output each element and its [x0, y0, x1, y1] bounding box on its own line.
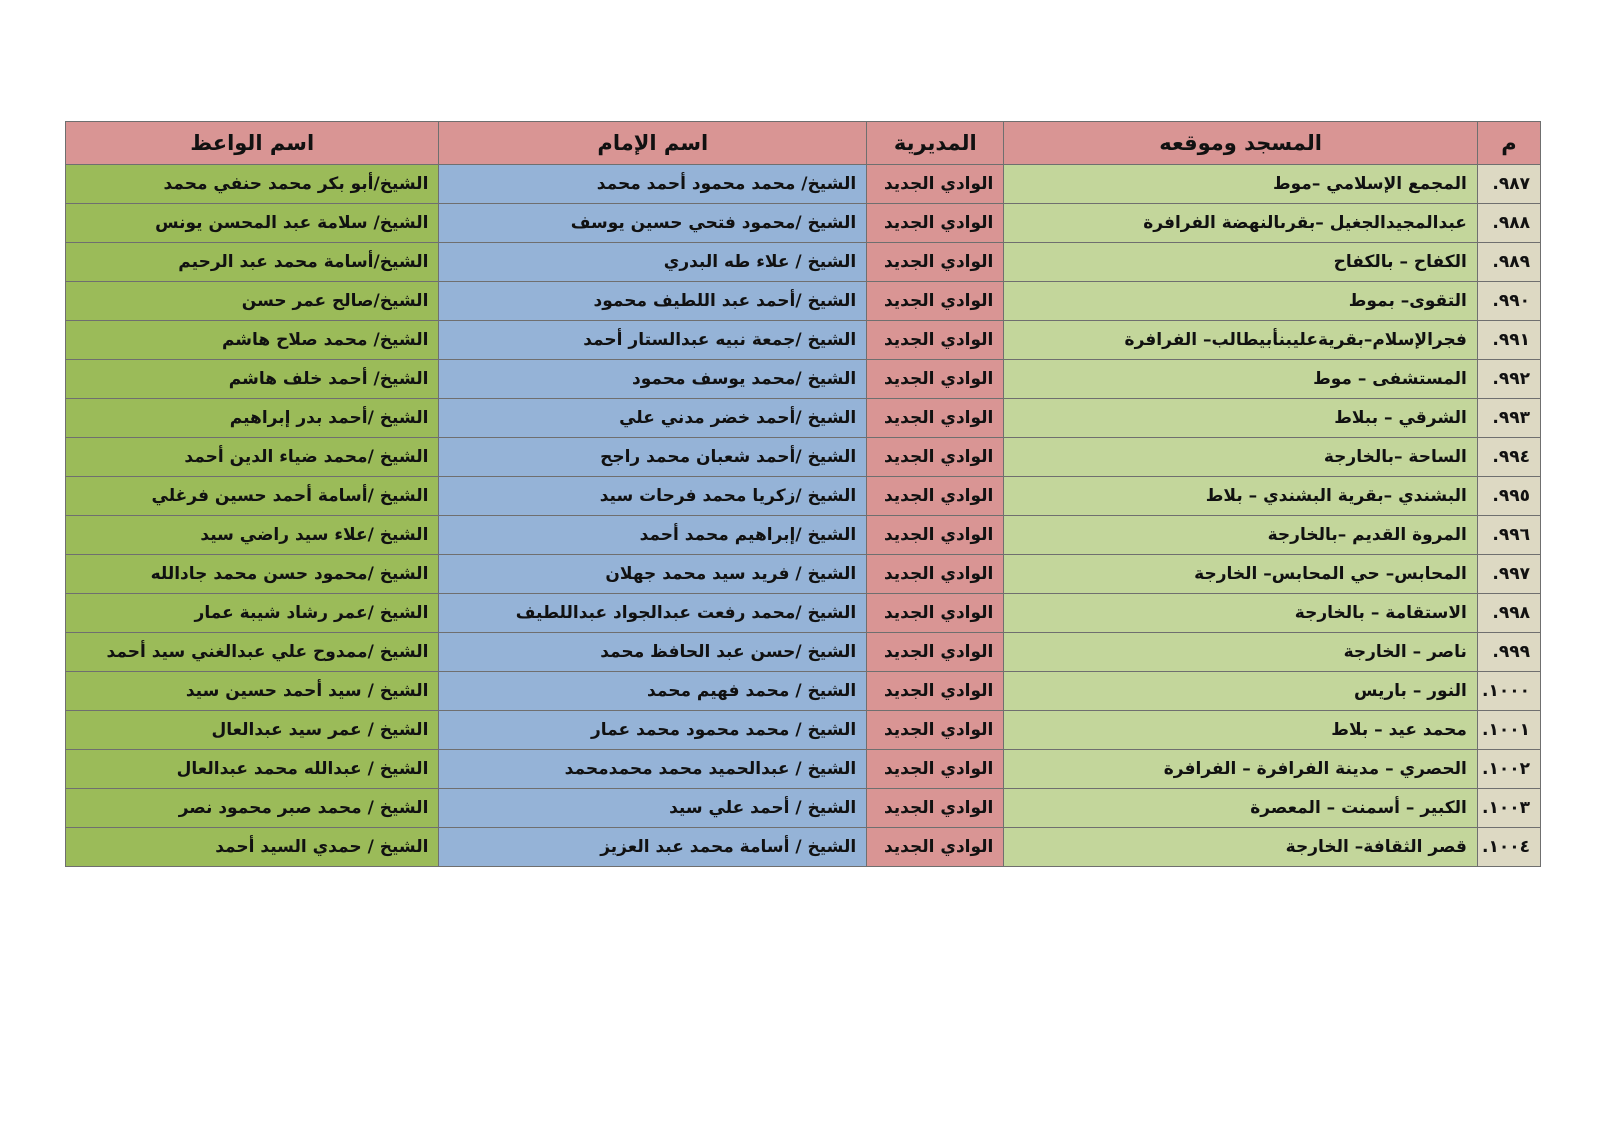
- table-row: [66, 516, 1541, 555]
- table-body: [66, 165, 1541, 867]
- directorate-cell: الوادي الجديد: [867, 438, 1004, 477]
- mosque-cell: فجرالإسلام–بقريةعليبنأبيطالب– الفرافرة: [1004, 321, 1478, 360]
- preacher-cell: الشيخ /محمود حسن محمد جادالله: [66, 555, 439, 594]
- mosque-cell: الكفاح – بالكفاح: [1004, 243, 1478, 282]
- directorate-cell: الوادي الجديد: [867, 243, 1004, 282]
- table-row: [66, 750, 1541, 789]
- table-row: [66, 828, 1541, 867]
- preacher-cell: الشيخ/ سلامة عبد المحسن يونس: [66, 204, 439, 243]
- directorate-cell: الوادي الجديد: [867, 711, 1004, 750]
- preacher-cell: الشيخ /أسامة أحمد حسين فرغلي: [66, 477, 439, 516]
- mosque-cell: المجمع الإسلامي –موط: [1004, 165, 1478, 204]
- directorate-cell: الوادي الجديد: [867, 750, 1004, 789]
- table-row: [66, 555, 1541, 594]
- table-row: [66, 204, 1541, 243]
- row-number: ٩٩٣.: [1477, 399, 1540, 438]
- row-number: ٩٩٨.: [1477, 594, 1540, 633]
- row-number: ٩٩١.: [1477, 321, 1540, 360]
- preacher-cell: الشيخ / حمدي السيد أحمد: [66, 828, 439, 867]
- mosque-cell: المستشفى – موط: [1004, 360, 1478, 399]
- row-number: ١٠٠١.: [1477, 711, 1540, 750]
- directorate-cell: الوادي الجديد: [867, 477, 1004, 516]
- preacher-cell: الشيخ /أحمد بدر إبراهيم: [66, 399, 439, 438]
- row-number: ٩٩٩.: [1477, 633, 1540, 672]
- row-number: ١٠٠٢.: [1477, 750, 1540, 789]
- row-number: ١٠٠٠.: [1477, 672, 1540, 711]
- imam-cell: الشيخ / أحمد علي سيد: [439, 789, 867, 828]
- imam-cell: الشيخ / محمد فهيم محمد: [439, 672, 867, 711]
- preacher-cell: الشيخ/أبو بكر محمد حنفي محمد: [66, 165, 439, 204]
- imam-cell: الشيخ /حسن عبد الحافظ محمد: [439, 633, 867, 672]
- header-row: [66, 122, 1541, 165]
- preacher-cell: الشيخ/أسامة محمد عبد الرحيم: [66, 243, 439, 282]
- preacher-cell: الشيخ /عمر رشاد شيبة عمار: [66, 594, 439, 633]
- directorate-cell: الوادي الجديد: [867, 789, 1004, 828]
- row-number: ٩٩٢.: [1477, 360, 1540, 399]
- directorate-cell: الوادي الجديد: [867, 399, 1004, 438]
- mosque-table: [65, 121, 1541, 867]
- table-row: [66, 321, 1541, 360]
- preacher-cell: الشيخ/ أحمد خلف هاشم: [66, 360, 439, 399]
- table-row: [66, 672, 1541, 711]
- mosque-cell: ناصر – الخارجة: [1004, 633, 1478, 672]
- mosque-cell: النور – باريس: [1004, 672, 1478, 711]
- imam-cell: الشيخ /جمعة نبيه عبدالستار أحمد: [439, 321, 867, 360]
- table-row: [66, 711, 1541, 750]
- imam-cell: الشيخ /أحمد شعبان محمد راجح: [439, 438, 867, 477]
- mosque-cell: المروة القديم –بالخارجة: [1004, 516, 1478, 555]
- table-row: [66, 282, 1541, 321]
- directorate-cell: الوادي الجديد: [867, 165, 1004, 204]
- table-row: [66, 399, 1541, 438]
- directorate-cell: الوادي الجديد: [867, 321, 1004, 360]
- row-number: ٩٩٤.: [1477, 438, 1540, 477]
- preacher-cell: الشيخ / عمر سيد عبدالعال: [66, 711, 439, 750]
- preacher-cell: الشيخ /ممدوح علي عبدالغني سيد أحمد: [66, 633, 439, 672]
- table-row: [66, 633, 1541, 672]
- directorate-cell: الوادي الجديد: [867, 555, 1004, 594]
- imam-cell: الشيخ / أسامة محمد عبد العزيز: [439, 828, 867, 867]
- mosque-cell: الاستقامة – بالخارجة: [1004, 594, 1478, 633]
- table-row: [66, 594, 1541, 633]
- row-number: ٩٨٩.: [1477, 243, 1540, 282]
- mosque-cell: البشندي –بقرية البشندي – بلاط: [1004, 477, 1478, 516]
- mosque-cell: المحابس– حي المحابس– الخارجة: [1004, 555, 1478, 594]
- row-number: ٩٨٨.: [1477, 204, 1540, 243]
- imam-cell: الشيخ /إبراهيم محمد أحمد: [439, 516, 867, 555]
- preacher-cell: الشيخ / محمد صبر محمود نصر: [66, 789, 439, 828]
- table-row: [66, 243, 1541, 282]
- preacher-cell: الشيخ/صالح عمر حسن: [66, 282, 439, 321]
- row-number: ٩٨٧.: [1477, 165, 1540, 204]
- row-number: ٩٩٧.: [1477, 555, 1540, 594]
- mosque-cell: الساحة –بالخارجة: [1004, 438, 1478, 477]
- imam-cell: الشيخ /محمد يوسف محمود: [439, 360, 867, 399]
- directorate-cell: الوادي الجديد: [867, 672, 1004, 711]
- directorate-cell: الوادي الجديد: [867, 828, 1004, 867]
- directorate-cell: الوادي الجديد: [867, 516, 1004, 555]
- preacher-cell: الشيخ /علاء سيد راضي سيد: [66, 516, 439, 555]
- preacher-cell: الشيخ/ محمد صلاح هاشم: [66, 321, 439, 360]
- preacher-cell: الشيخ / سيد أحمد حسين سيد: [66, 672, 439, 711]
- header-directorate: المديرية: [867, 122, 1004, 165]
- row-number: ٩٩٦.: [1477, 516, 1540, 555]
- row-number: ٩٩٠.: [1477, 282, 1540, 321]
- imam-cell: الشيخ /زكريا محمد فرحات سيد: [439, 477, 867, 516]
- directorate-cell: الوادي الجديد: [867, 633, 1004, 672]
- imam-cell: الشيخ/ محمد محمود أحمد محمد: [439, 165, 867, 204]
- mosque-cell: الشرقي – ببلاط: [1004, 399, 1478, 438]
- header-preacher: اسم الواعظ: [66, 122, 439, 165]
- mosque-cell: عبدالمجيدالجغيل –بقرىالنهضة الفرافرة: [1004, 204, 1478, 243]
- mosque-cell: الكبير – أسمنت – المعصرة: [1004, 789, 1478, 828]
- mosque-cell: قصر الثقافة– الخارجة: [1004, 828, 1478, 867]
- table-row: [66, 165, 1541, 204]
- directorate-cell: الوادي الجديد: [867, 360, 1004, 399]
- imam-cell: الشيخ /محمود فتحي حسين يوسف: [439, 204, 867, 243]
- directorate-cell: الوادي الجديد: [867, 594, 1004, 633]
- imam-cell: الشيخ / محمد محمود محمد عمار: [439, 711, 867, 750]
- imam-cell: الشيخ /أحمد خضر مدني علي: [439, 399, 867, 438]
- table-row: [66, 477, 1541, 516]
- imam-cell: الشيخ /محمد رفعت عبدالجواد عبداللطيف: [439, 594, 867, 633]
- row-number: ٩٩٥.: [1477, 477, 1540, 516]
- header-num: م: [1477, 122, 1540, 165]
- header-mosque: المسجد وموقعه: [1004, 122, 1478, 165]
- directorate-cell: الوادي الجديد: [867, 204, 1004, 243]
- header-imam: اسم الإمام: [439, 122, 867, 165]
- table-row: [66, 789, 1541, 828]
- mosque-cell: محمد عيد – بلاط: [1004, 711, 1478, 750]
- imam-cell: الشيخ /أحمد عبد اللطيف محمود: [439, 282, 867, 321]
- preacher-cell: الشيخ / عبدالله محمد عبدالعال: [66, 750, 439, 789]
- table-row: [66, 438, 1541, 477]
- row-number: ١٠٠٤.: [1477, 828, 1540, 867]
- row-number: ١٠٠٣.: [1477, 789, 1540, 828]
- imam-cell: الشيخ / علاء طه البدري: [439, 243, 867, 282]
- imam-cell: الشيخ / فريد سيد محمد جهلان: [439, 555, 867, 594]
- mosque-cell: التقوى– بموط: [1004, 282, 1478, 321]
- directorate-cell: الوادي الجديد: [867, 282, 1004, 321]
- mosque-cell: الحصري – مدينة الفرافرة – الفرافرة: [1004, 750, 1478, 789]
- table-row: [66, 360, 1541, 399]
- preacher-cell: الشيخ /محمد ضياء الدين أحمد: [66, 438, 439, 477]
- imam-cell: الشيخ / عبدالحميد محمد محمدمحمد: [439, 750, 867, 789]
